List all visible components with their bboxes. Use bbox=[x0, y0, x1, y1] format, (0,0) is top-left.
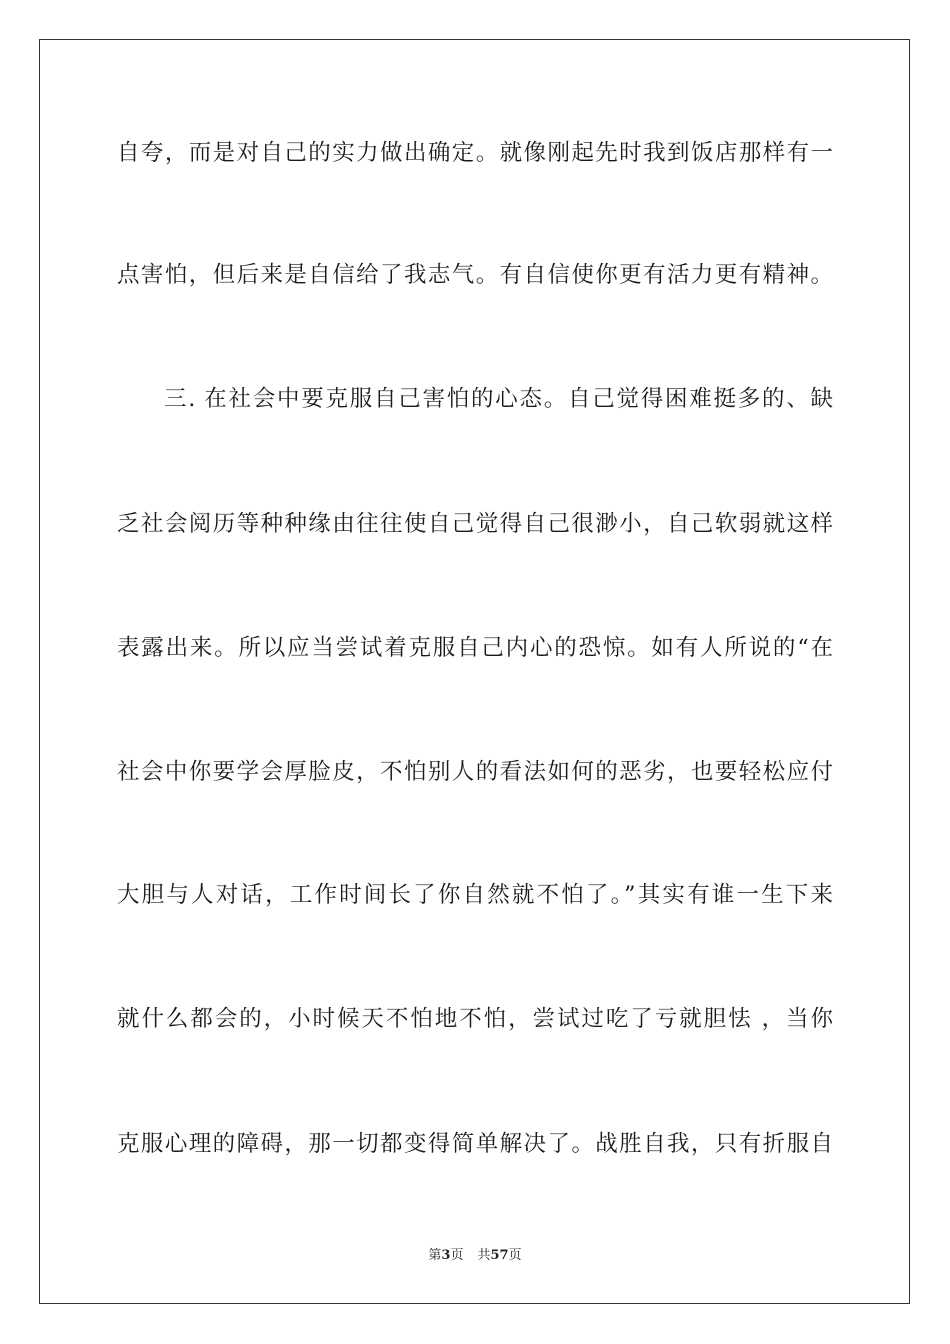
paragraph-line-9: 克服心理的障碍，那一切都变得简单解决了。战胜自我，只有折服自 bbox=[117, 1131, 833, 1157]
page-border bbox=[39, 39, 910, 1304]
paragraph-line-4: 乏社会阅历等种种缘由往往使自己觉得自己很渺小，自己软弱就这样 bbox=[117, 511, 833, 537]
paragraph-line-6: 社会中你要学会厚脸皮，不怕别人的看法如何的恶劣，也要轻松应付 bbox=[117, 759, 833, 785]
total-label-prefix: 共 bbox=[477, 1248, 491, 1263]
total-pages: 57 bbox=[490, 1248, 509, 1263]
paragraph-line-2: 点害怕，但后来是自信给了我志气。有自信使你更有活力更有精神。 bbox=[117, 262, 833, 288]
total-label-suffix: 页 bbox=[508, 1248, 522, 1263]
paragraph-line-8: 就什么都会的，小时候天不怕地不怕，尝试过吃了亏就胆怯 ，当你 bbox=[117, 1006, 833, 1032]
page-footer bbox=[0, 1247, 950, 1265]
paragraph-line-5: 表露出来。所以应当尝试着克服自己内心的恐惊。如有人所说的“在 bbox=[117, 635, 833, 661]
paragraph-line-7: 大胆与人对话，工作时间长了你自然就不怕了。”其实有谁一生下来 bbox=[117, 882, 833, 908]
page-number: 3 bbox=[441, 1248, 451, 1263]
page-label-prefix: 第 bbox=[428, 1248, 442, 1263]
paragraph-line-1: 自夸，而是对自己的实力做出确定。就像刚起先时我到饭店那样有一 bbox=[117, 140, 833, 166]
paragraph-line-3: 三. 在社会中要克服自己害怕的心态。自己觉得困难挺多的、缺 bbox=[164, 386, 833, 412]
page-label-suffix: 页 bbox=[450, 1248, 464, 1263]
